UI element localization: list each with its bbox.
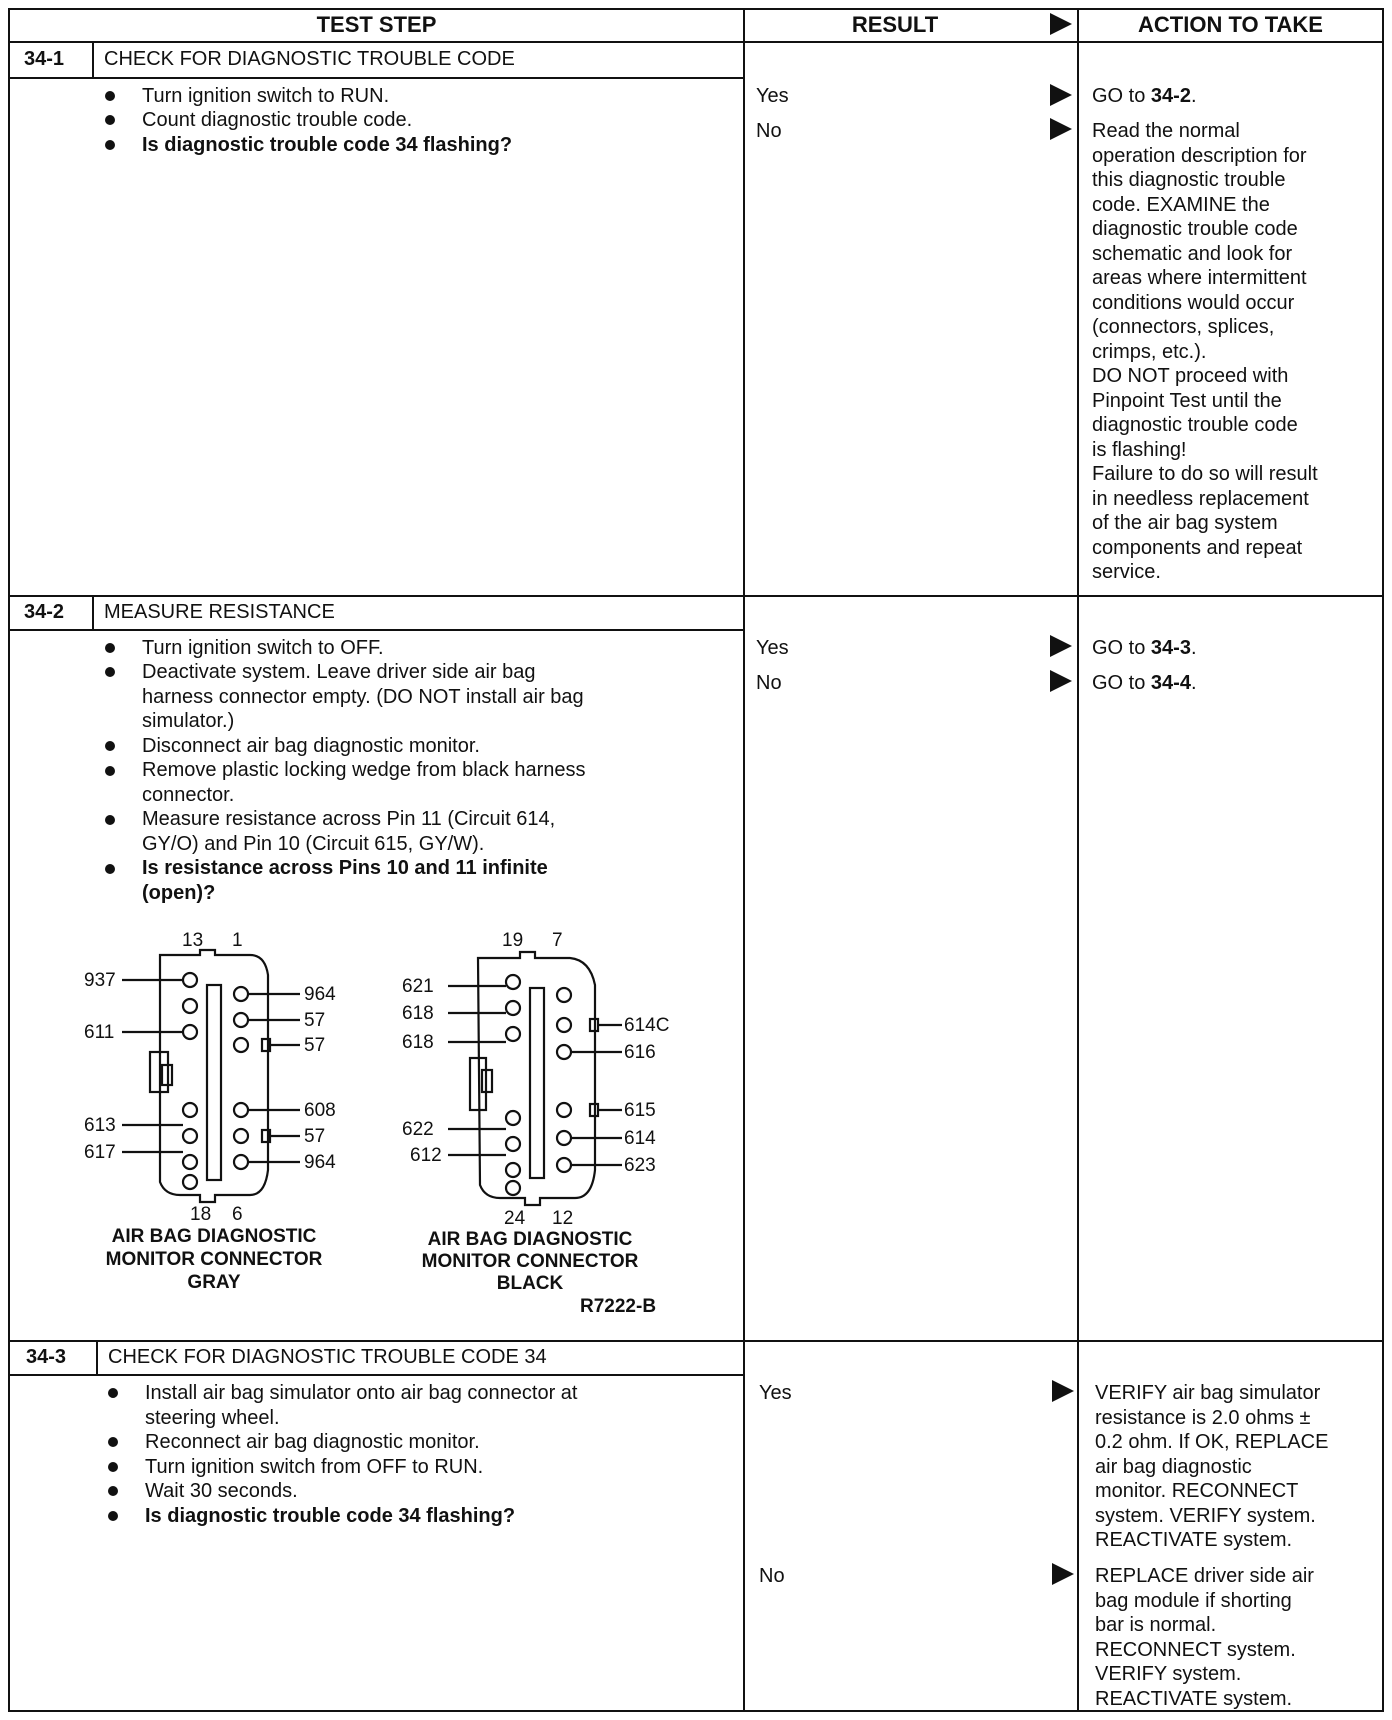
black-right-label: 623 (624, 1155, 656, 1176)
step-item: Deactivate system. Leave driver side air bag harness connector empty. (DO NOT install air bag simulator.) (142, 661, 584, 732)
gray-bottom-pin: 6 (232, 1204, 243, 1225)
result-no: No (756, 120, 782, 142)
step-title: CHECK FOR DIAGNOSTIC TROUBLE CODE (104, 48, 515, 70)
action-text: GO to 34-4. (1092, 672, 1197, 694)
step-number: 34-3 (26, 1346, 67, 1368)
action-text: GO to 34-3. (1092, 637, 1197, 659)
black-left-label: 622 (402, 1119, 434, 1140)
black-left-label: 621 (402, 976, 434, 997)
bullet-icon (105, 91, 115, 101)
gray-caption: MONITOR CONNECTOR (105, 1249, 323, 1270)
header-arrow-icon (1050, 13, 1072, 35)
step-title: MEASURE RESISTANCE (104, 601, 335, 623)
step-item: Wait 30 seconds. (145, 1480, 298, 1502)
result-yes: Yes (756, 637, 789, 659)
gray-right-label: 57 (304, 1035, 326, 1056)
black-caption: MONITOR CONNECTOR (421, 1251, 639, 1272)
gray-top-pin: 13 (182, 930, 204, 951)
arrow-icon (1050, 635, 1072, 657)
step-item: Turn ignition switch to OFF. (142, 637, 384, 659)
result-yes: Yes (759, 1382, 792, 1404)
result-no: No (759, 1565, 785, 1587)
gray-connector (122, 950, 300, 1202)
step-number: 34-1 (24, 48, 65, 70)
step-item: Count diagnostic trouble code. (142, 109, 413, 131)
step-item-question: Is resistance across Pins 10 and 11 infinite (open)? (142, 857, 548, 904)
black-left-label: 618 (402, 1032, 434, 1053)
gray-left-label: 937 (84, 970, 116, 991)
bullet-icon (105, 741, 115, 751)
action-text: VERIFY air bag simulator resistance is 2.0 ohms ± 0.2 ohm. If OK, REPLACE air bag diagnostic monitor. RECONNECT system. VERIFY system. REACTIVATE system. (1095, 1382, 1329, 1551)
bullet-icon (105, 643, 115, 653)
action-text: REPLACE driver side air bag module if shorting bar is normal. RECONNECT system. VERIFY system. REACTIVATE system. (1095, 1565, 1314, 1710)
gray-left-label: 617 (84, 1142, 116, 1163)
header-action: ACTION TO TAKE (1138, 12, 1323, 37)
gray-caption: AIR BAG DIAGNOSTIC (111, 1226, 317, 1247)
bullet-icon (105, 667, 115, 677)
bullet-icon (108, 1486, 118, 1496)
step-item-question: Is diagnostic trouble code 34 flashing? (145, 1505, 516, 1527)
black-bottom-pin: 12 (552, 1208, 574, 1229)
diagram-reference: R7222-B (580, 1296, 657, 1317)
header-result: RESULT (851, 12, 939, 37)
bullet-icon (105, 115, 115, 125)
black-right-label: 615 (624, 1100, 656, 1121)
black-connector (448, 952, 622, 1205)
black-caption: BLACK (496, 1273, 564, 1294)
connector-diagram (10, 920, 730, 1320)
gray-right-label: 57 (304, 1010, 326, 1031)
step-item: Install air bag simulator onto air bag connector at steering wheel. (145, 1382, 578, 1429)
action-text: GO to 34-2. (1092, 85, 1197, 107)
step-item: Disconnect air bag diagnostic monitor. (142, 735, 480, 757)
bullet-icon (105, 864, 115, 874)
black-left-label: 612 (410, 1145, 442, 1166)
gray-bottom-pin: 18 (190, 1204, 212, 1225)
gray-right-label: 608 (304, 1100, 336, 1121)
gray-right-label: 57 (304, 1126, 326, 1147)
arrow-icon (1050, 84, 1072, 106)
bullet-icon (105, 766, 115, 776)
arrow-icon (1052, 1563, 1074, 1585)
step-title: CHECK FOR DIAGNOSTIC TROUBLE CODE 34 (108, 1346, 547, 1368)
step-item-question: Is diagnostic trouble code 34 flashing? (142, 134, 513, 156)
black-right-label: 614 (624, 1128, 656, 1149)
black-top-pin: 7 (552, 930, 563, 951)
arrow-icon (1050, 118, 1072, 140)
header-test-step: TEST STEP (316, 12, 437, 37)
bullet-icon (108, 1462, 118, 1472)
step-item: Turn ignition switch from OFF to RUN. (145, 1456, 484, 1478)
bullet-icon (108, 1511, 118, 1521)
arrow-icon (1052, 1380, 1074, 1402)
black-caption: AIR BAG DIAGNOSTIC (427, 1229, 633, 1250)
result-yes: Yes (756, 85, 789, 107)
step-item: Turn ignition switch to RUN. (142, 85, 390, 107)
bullet-icon (105, 140, 115, 150)
gray-caption: GRAY (187, 1272, 241, 1293)
bullet-icon (105, 815, 115, 825)
bullet-icon (108, 1388, 118, 1398)
black-right-label: 616 (624, 1042, 656, 1063)
black-right-label: 614C (624, 1015, 670, 1036)
gray-left-label: 611 (84, 1022, 115, 1043)
step-item: Reconnect air bag diagnostic monitor. (145, 1431, 480, 1453)
arrow-icon (1050, 670, 1072, 692)
step-number: 34-2 (24, 601, 65, 623)
gray-left-label: 613 (84, 1115, 116, 1136)
black-left-label: 618 (402, 1003, 434, 1024)
gray-right-label: 964 (304, 1152, 336, 1173)
result-no: No (756, 672, 782, 694)
bullet-icon (108, 1437, 118, 1447)
gray-top-pin: 1 (232, 930, 243, 951)
black-top-pin: 19 (502, 930, 524, 951)
step-item: Remove plastic locking wedge from black harness connector. (142, 759, 586, 806)
action-text: Read the normal operation description for this diagnostic trouble code. EXAMINE the diagnostic trouble code schematic and look for areas where intermittent conditions would occur (connectors, splices, crimps, etc.). DO NOT proceed with Pinpoint Test until the diagnostic trouble code is flashing! Failure to do so will result in needless replacement of the air bag system components and repeat service. (1092, 120, 1318, 583)
gray-right-label: 964 (304, 984, 336, 1005)
step-item: Measure resistance across Pin 11 (Circuit 614, GY/O) and Pin 10 (Circuit 615, GY/W). (142, 808, 556, 855)
black-bottom-pin: 24 (504, 1208, 526, 1229)
